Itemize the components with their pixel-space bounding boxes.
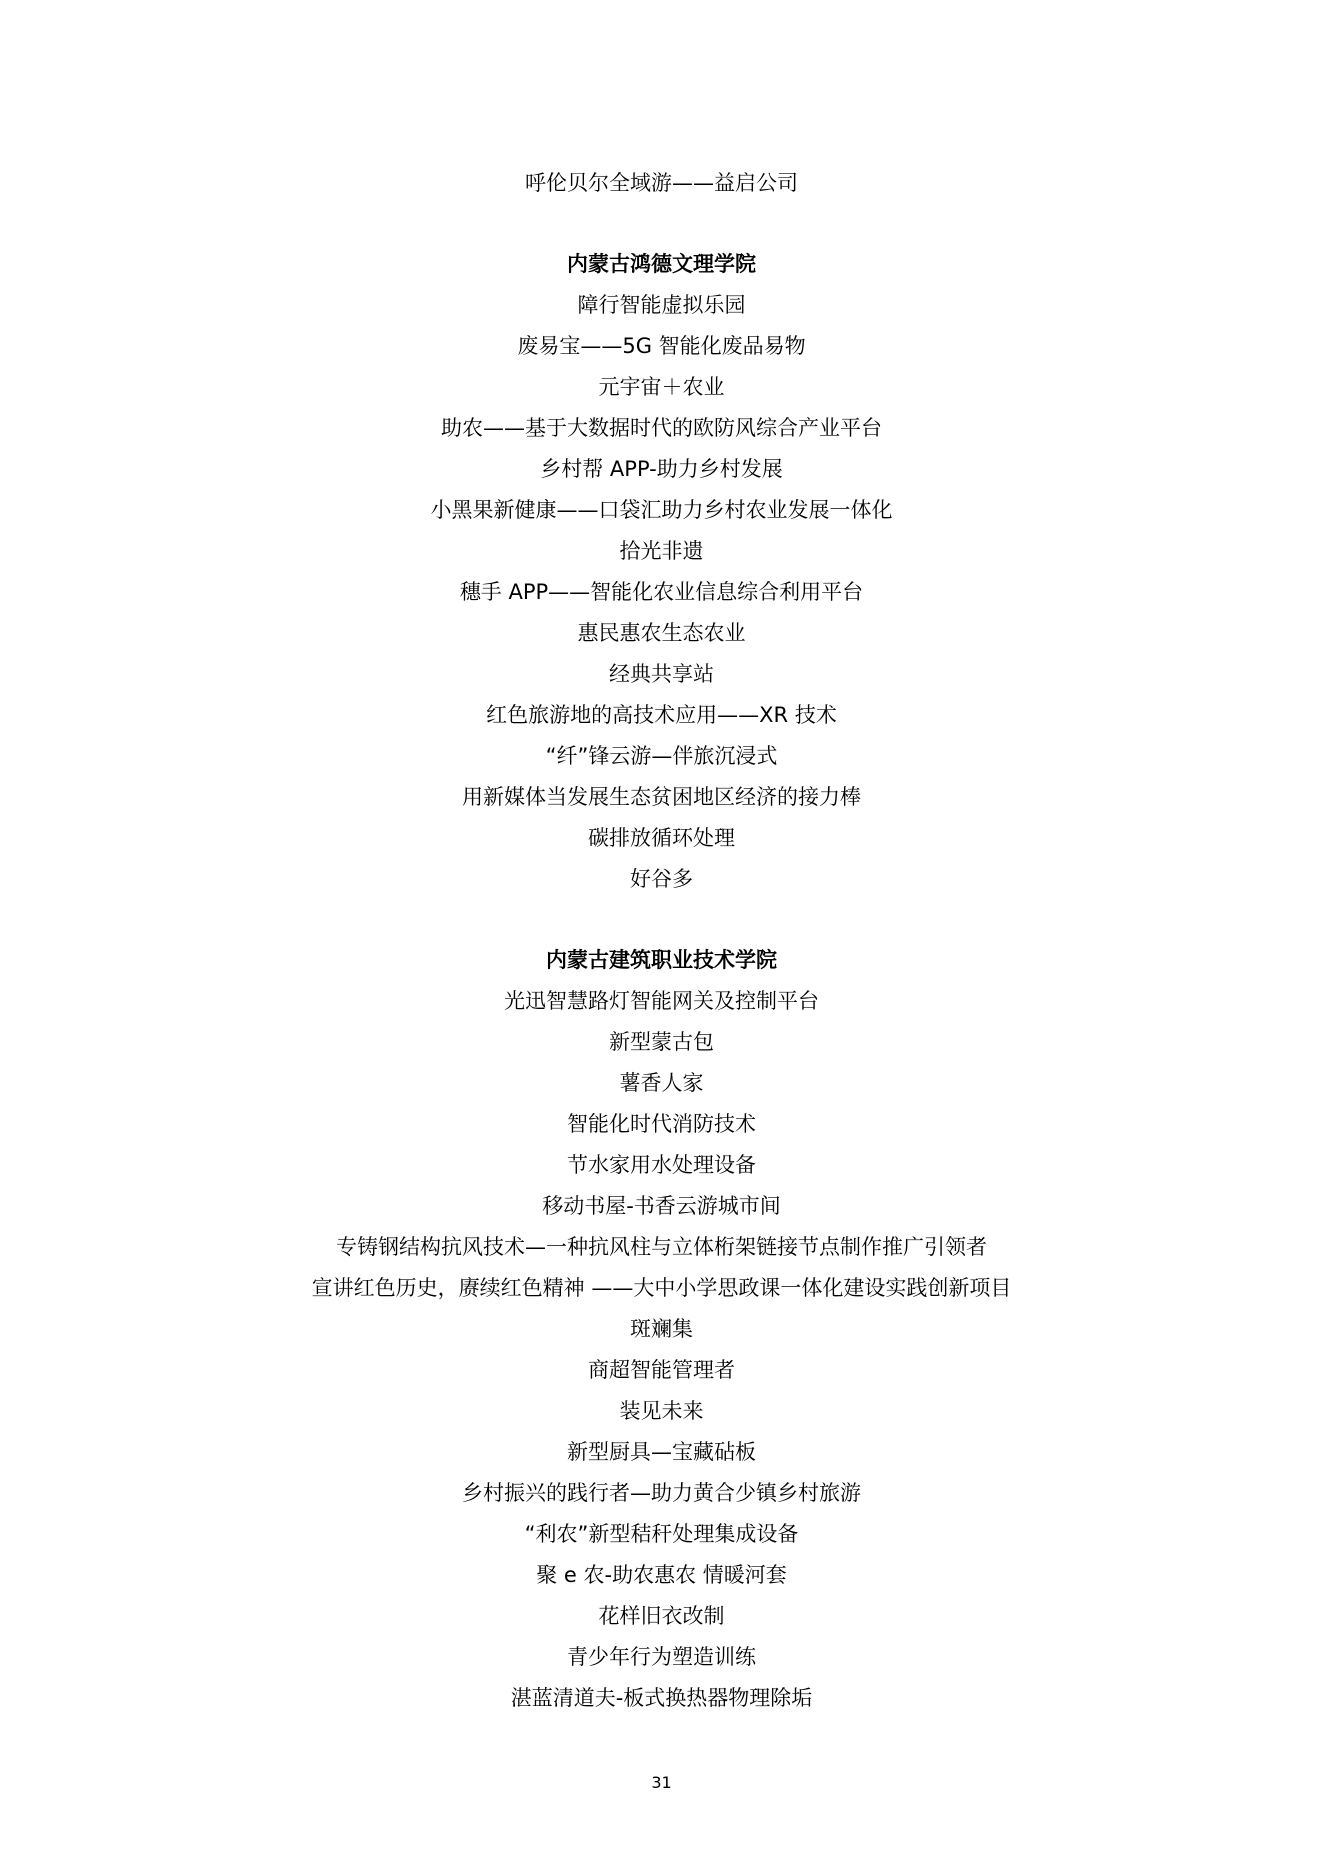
list-item: 用新媒体当发展生态贫困地区经济的接力棒 [462,785,861,809]
list-item: 助农——基于大数据时代的欧防风综合产业平台 [441,416,882,440]
list-item: 经典共享站 [609,662,714,686]
intro-item: 呼伦贝尔全域游——益启公司 [525,171,798,195]
section-heading: 内蒙古鸿德文理学院 [567,252,756,276]
list-item: 拾光非遗 [619,539,704,563]
list-item: 光迅智慧路灯智能网关及控制平台 [504,989,819,1013]
section-gap [0,204,1323,244]
list-item: 青少年行为塑造训练 [567,1645,756,1669]
list-item: 红色旅游地的高技术应用——XR 技术 [486,703,837,727]
list-item: 小黑果新健康——口袋汇助力乡村农业发展一体化 [430,498,893,522]
list-item: 宣讲红色历史，赓续红色精神 ——大中小学思政课一体化建设实践创新项目 [311,1276,1012,1300]
list-item: 穗手 APP——智能化农业信息综合利用平台 [459,580,864,604]
list-item: 废易宝——5G 智能化废品易物 [517,334,806,358]
list-item: 惠民惠农生态农业 [577,621,746,645]
list-item: 智能化时代消防技术 [567,1112,756,1136]
list-item: “纤”锋云游—伴旅沉浸式 [545,744,778,768]
list-item: “利农”新型秸秆处理集成设备 [524,1522,799,1546]
section-hongde [0,244,1323,900]
list-item: 新型蒙古包 [609,1030,714,1054]
list-item: 好谷多 [630,867,693,891]
project-list [0,163,1323,1719]
list-item: 移动书屋-书香云游城市间 [542,1194,781,1218]
list-item: 障行智能虚拟乐园 [577,293,746,317]
page-number: 31 [651,1773,672,1792]
list-item: 乡村振兴的践行者—助力黄合少镇乡村旅游 [462,1481,861,1505]
section-heading: 内蒙古建筑职业技术学院 [546,948,777,972]
list-item: 专铸钢结构抗风技术—一种抗风柱与立体桁架链接节点制作推广引领者 [336,1235,987,1259]
section-jianzhu [0,940,1323,1719]
list-item: 乡村帮 APP-助力乡村发展 [540,457,783,481]
list-item: 元宇宙＋农业 [598,375,725,399]
section-gap [0,900,1323,940]
list-item: 新型厨具—宝藏砧板 [567,1440,756,1464]
list-item: 商超智能管理者 [588,1358,735,1382]
list-item: 花样旧衣改制 [598,1604,725,1628]
list-item: 碳排放循环处理 [588,826,735,850]
list-item: 装见未来 [619,1399,704,1423]
list-item: 聚 e 农-助农惠农 情暖河套 [536,1563,787,1587]
list-item: 节水家用水处理设备 [567,1153,756,1177]
list-item: 薯香人家 [619,1071,704,1095]
list-item: 斑斓集 [630,1317,693,1341]
list-item: 湛蓝清道夫-板式换热器物理除垢 [510,1686,813,1710]
